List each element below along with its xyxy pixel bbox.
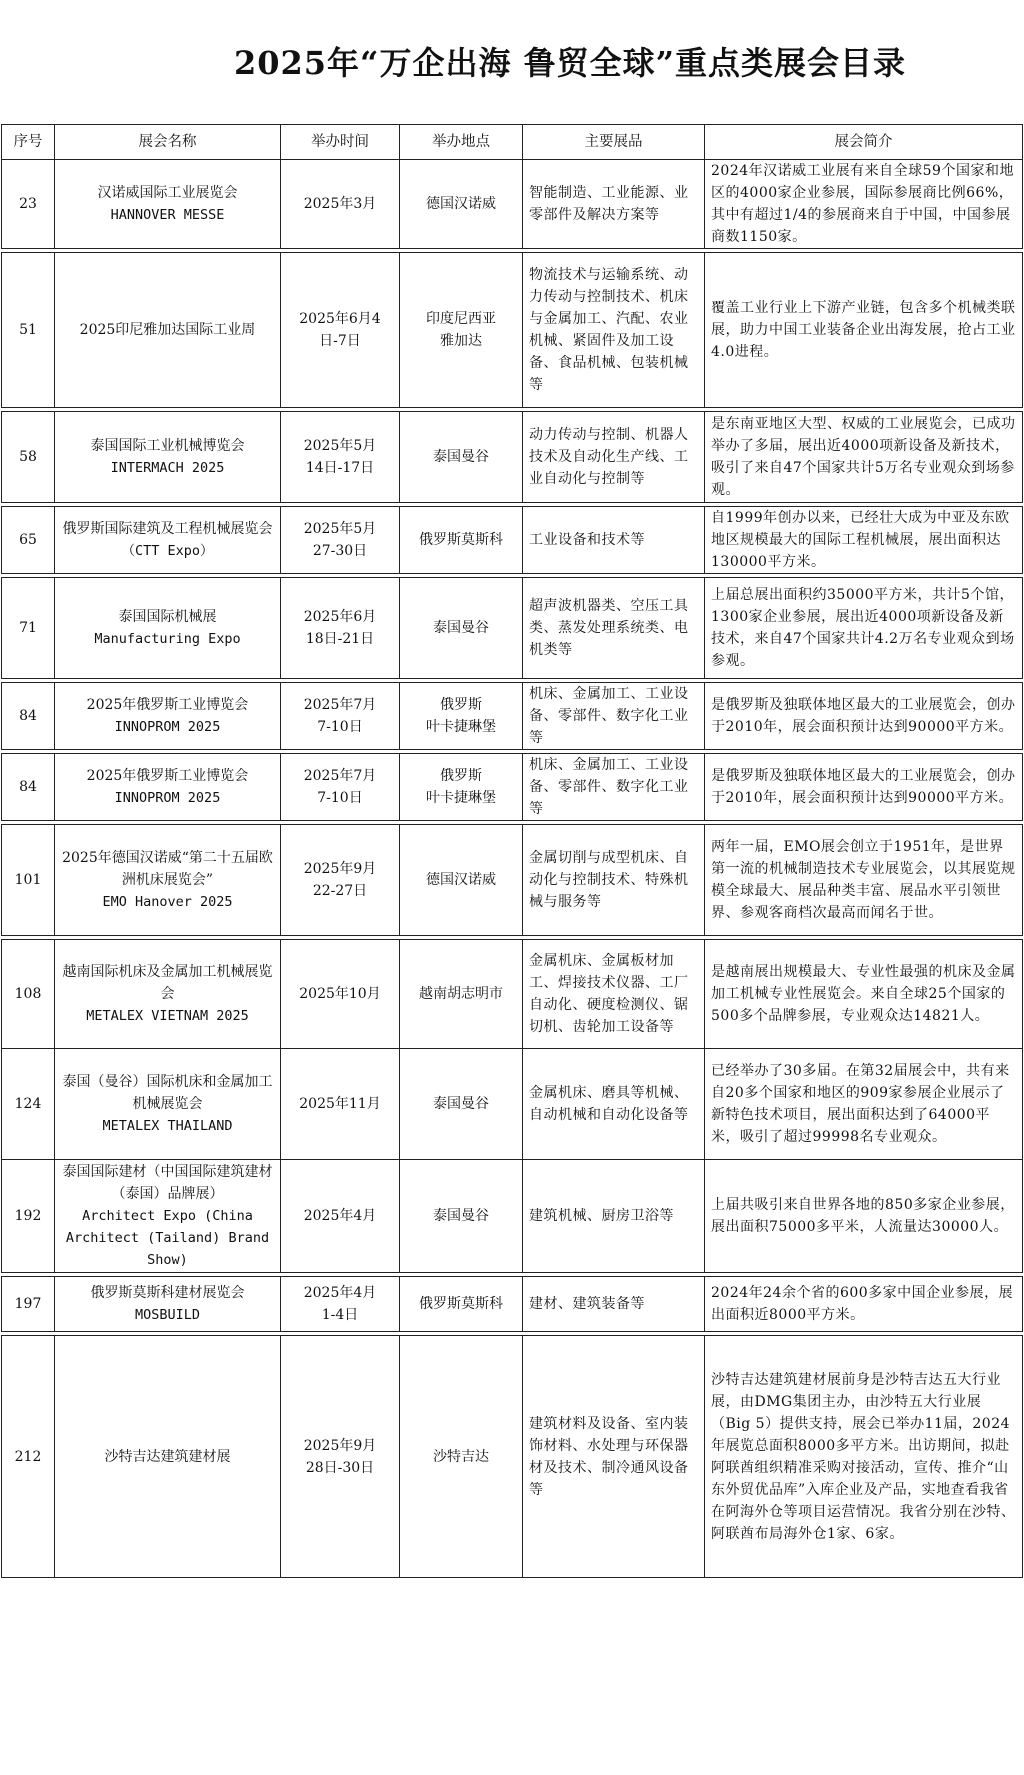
exhibition-name-cn: 俄罗斯国际建筑及工程机械展览会 xyxy=(62,521,273,537)
cell-products: 建筑机械、厨房卫浴等 xyxy=(523,1160,705,1273)
cell-products: 机床、金属加工、工业设备、零部件、数字化工业等 xyxy=(523,683,705,750)
table-row xyxy=(2,1049,1023,1160)
exhibition-name-en: Manufacturing Expo xyxy=(94,631,241,647)
exhibition-table xyxy=(1,124,1023,1578)
table-row xyxy=(2,1277,1023,1332)
cell-time xyxy=(281,1160,400,1273)
cell-time xyxy=(281,578,400,679)
exhibition-name-cn: 2025年俄罗斯工业博览会 xyxy=(86,697,249,713)
place-line: 俄罗斯莫斯科 xyxy=(419,1296,503,1312)
cell-place xyxy=(400,253,523,408)
place-line: 雅加达 xyxy=(440,333,482,349)
time-line: 2025年4月 xyxy=(303,1285,377,1301)
cell-products: 机床、金属加工、工业设备、零部件、数字化工业等 xyxy=(523,754,705,821)
cell-no: 58 xyxy=(2,412,55,503)
place-line: 俄罗斯 xyxy=(440,768,482,784)
cell-intro: 上届共吸引来自世界各地的850多家企业参展，展出面积75000多平米，人流量达30000人。 xyxy=(705,1160,1023,1273)
table-row xyxy=(2,1336,1023,1578)
cell-products: 智能制造、工业能源、业零部件及解决方案等 xyxy=(523,160,705,249)
cell-intro: 覆盖工业行业上下游产业链，包含多个机械类联展，助力中国工业装备企业出海发展，抢占工业4.0进程。 xyxy=(705,253,1023,408)
time-line: 27-30日 xyxy=(312,543,368,559)
exhibition-name-cn: 2025印尼雅加达国际工业周 xyxy=(79,322,256,338)
exhibition-name-cn: 2025年俄罗斯工业博览会 xyxy=(86,768,249,784)
table-row xyxy=(2,683,1023,750)
time-line: 7-10日 xyxy=(317,719,363,735)
cell-name xyxy=(55,507,281,574)
cell-products: 金属机床、金属板材加工、焊接技术仪器、工厂自动化、硬度检测仪、锯切机、齿轮加工设备等 xyxy=(523,940,705,1049)
place-line: 泰国曼谷 xyxy=(433,620,489,636)
cell-time xyxy=(281,253,400,408)
table-row xyxy=(2,1160,1023,1273)
exhibition-name-en: INNOPROM 2025 xyxy=(114,790,221,806)
place-line: 德国汉诺威 xyxy=(426,196,496,212)
cell-place xyxy=(400,683,523,750)
exhibition-name-cn: 越南国际机床及金属加工机械展览会 xyxy=(62,964,273,1002)
cell-intro: 2024年24余个省的600多家中国企业参展，展出面积近8000平方米。 xyxy=(705,1277,1023,1332)
exhibition-name-cn: 2025年德国汉诺威“第二十五届欧洲机床展览会” xyxy=(62,850,273,888)
cell-intro: 是东南亚地区大型、权威的工业展览会，已成功举办了多届，展出近4000项新设备及新技术，吸引了来自47个国家共计5万名专业观众到场参观。 xyxy=(705,412,1023,503)
exhibition-name-cn: 沙特吉达建筑建材展 xyxy=(104,1448,231,1465)
place-line: 泰国曼谷 xyxy=(433,1096,489,1112)
cell-products: 金属切削与成型机床、自动化与控制技术、特殊机械与服务等 xyxy=(523,825,705,936)
cell-intro: 自1999年创办以来，已经壮大成为中亚及东欧地区规模最大的国际工程机械展，展出面积达130000平方米。 xyxy=(705,507,1023,574)
cell-no: 101 xyxy=(2,825,55,936)
place-line: 俄罗斯莫斯科 xyxy=(419,532,503,548)
cell-time xyxy=(281,1049,400,1160)
cell-products: 超声波机器类、空压工具类、蒸发处理系统类、电机类等 xyxy=(523,578,705,679)
header-products: 主要展品 xyxy=(523,125,705,160)
exhibition-name-cn: 俄罗斯莫斯科建材展览会 xyxy=(90,1285,245,1301)
cell-place xyxy=(400,1049,523,1160)
cell-intro: 已经举办了30多届。在第32届展会中，共有来自20多个国家和地区的909家参展企业展示了新特色技术项目，展出面积达到了64000平米，吸引了超过99998名专业观众。 xyxy=(705,1049,1023,1160)
place-line: 泰国曼谷 xyxy=(433,1208,489,1224)
cell-products: 动力传动与控制、机器人技术及自动化生产线、工业自动化与控制等 xyxy=(523,412,705,503)
header-place: 举办地点 xyxy=(400,125,523,160)
table-row xyxy=(2,412,1023,503)
cell-intro: 2024年汉诺威工业展有来自全球59个国家和地区的4000家企业参展，国际参展商比例66%，其中有超过1/4的参展商来自于中国，中国参展商数1150家。 xyxy=(705,160,1023,249)
exhibition-name-cn: 汉诺威国际工业展览会 xyxy=(97,185,238,201)
cell-place xyxy=(400,1336,523,1578)
exhibition-name-cn: 泰国国际机械展 xyxy=(118,609,217,625)
place-line: 俄罗斯 xyxy=(440,697,482,713)
cell-time xyxy=(281,412,400,503)
time-line: 2025年5月 xyxy=(303,521,377,537)
place-line: 越南胡志明市 xyxy=(419,986,503,1002)
cell-place xyxy=(400,160,523,249)
table-row xyxy=(2,507,1023,574)
cell-intro: 是俄罗斯及独联体地区最大的工业展览会，创办于2010年，展会面积预计达到90000平方米。 xyxy=(705,754,1023,821)
exhibition-name-cn: 泰国（曼谷）国际机床和金属加工机械展览会 xyxy=(62,1074,273,1112)
time-line: 18日-21日 xyxy=(305,631,375,647)
cell-place xyxy=(400,412,523,503)
cell-intro: 沙特吉达建筑建材展前身是沙特吉达五大行业展，由DMG集团主办，由沙特五大行业展（Big 5）提供支持，展会已举办11届，2024年展览总面积8000多平方米。出访期间，拟赴阿联酋组织精准采购对接活动，宣传、推介“山东外贸优品库”入库企业及产品，实地查看我省在阿海外仓等项目运营情况。我省分别在沙特、阿联酋布局海外仓1家、6家。 xyxy=(705,1336,1023,1578)
table-row xyxy=(2,578,1023,679)
cell-place xyxy=(400,754,523,821)
place-line: 德国汉诺威 xyxy=(426,872,496,888)
cell-no: 108 xyxy=(2,940,55,1049)
place-line: 叶卡捷琳堡 xyxy=(426,719,496,735)
cell-name xyxy=(55,253,281,408)
table-row xyxy=(2,253,1023,408)
cell-no: 51 xyxy=(2,253,55,408)
time-line: 日-7日 xyxy=(319,333,361,349)
header-intro: 展会简介 xyxy=(705,125,1023,160)
cell-no: 84 xyxy=(2,683,55,750)
page-title: 2025年“万企出海 鲁贸全球”重点类展会目录 xyxy=(233,44,907,82)
cell-place xyxy=(400,940,523,1049)
cell-no: 84 xyxy=(2,754,55,821)
time-line: 2025年9月 xyxy=(303,1437,377,1454)
cell-name xyxy=(55,1277,281,1332)
cell-name xyxy=(55,940,281,1049)
cell-name xyxy=(55,412,281,503)
table-body xyxy=(2,160,1023,1578)
time-line: 2025年6月 xyxy=(303,609,377,625)
cell-products: 建材、建筑装备等 xyxy=(523,1277,705,1332)
table-header-row xyxy=(2,125,1023,160)
time-line: 1-4日 xyxy=(321,1307,359,1323)
place-line: 沙特吉达 xyxy=(433,1448,489,1465)
place-line: 泰国曼谷 xyxy=(433,449,489,465)
cell-products: 建筑材料及设备、室内装饰材料、水处理与环保器材及技术、制冷通风设备等 xyxy=(523,1336,705,1578)
cell-no: 197 xyxy=(2,1277,55,1332)
time-line: 2025年4月 xyxy=(303,1208,377,1224)
cell-intro: 是俄罗斯及独联体地区最大的工业展览会，创办于2010年，展会面积预计达到90000平方米。 xyxy=(705,683,1023,750)
cell-time xyxy=(281,160,400,249)
cell-name xyxy=(55,1160,281,1273)
cell-time xyxy=(281,940,400,1049)
exhibition-name-cn: 泰国国际工业机械博览会 xyxy=(90,438,245,454)
table-row xyxy=(2,940,1023,1049)
time-line: 2025年11月 xyxy=(299,1096,381,1112)
cell-place xyxy=(400,578,523,679)
header-no: 序号 xyxy=(2,125,55,160)
cell-name xyxy=(55,160,281,249)
cell-no: 23 xyxy=(2,160,55,249)
cell-place xyxy=(400,1277,523,1332)
cell-place xyxy=(400,825,523,936)
cell-name xyxy=(55,1336,281,1578)
cell-time xyxy=(281,825,400,936)
time-line: 22-27日 xyxy=(312,883,368,899)
exhibition-name-en: INNOPROM 2025 xyxy=(114,719,221,735)
cell-time xyxy=(281,754,400,821)
exhibition-name-en: METALEX VIETNAM 2025 xyxy=(86,1008,249,1024)
time-line: 2025年10月 xyxy=(299,986,381,1002)
cell-intro: 两年一届，EMO展会创立于1951年，是世界第一流的机械制造技术专业展览会，以其展览规模全球最大、展品种类丰富、展品水平引领世界、参观客商档次最高而闻名于世。 xyxy=(705,825,1023,936)
time-line: 2025年9月 xyxy=(303,861,377,877)
cell-products: 工业设备和技术等 xyxy=(523,507,705,574)
time-line: 2025年7月 xyxy=(303,697,377,713)
exhibition-name-en: METALEX THAILAND xyxy=(102,1118,233,1134)
time-line: 28日-30日 xyxy=(305,1459,375,1476)
cell-intro: 上届总展出面积约35000平方米，共计5个馆，1300家企业参展，展出近4000项新设备及新技术，来自47个国家共计4.2万名专业观众到场参观。 xyxy=(705,578,1023,679)
cell-name xyxy=(55,754,281,821)
exhibition-name-en: INTERMACH 2025 xyxy=(110,460,225,476)
cell-products: 物流技术与运输系统、动力传动与控制技术、机床与金属加工、汽配、农业机械、紧固件及加工设备、食品机械、包装机械等 xyxy=(523,253,705,408)
time-line: 2025年3月 xyxy=(303,196,377,212)
cell-time xyxy=(281,1336,400,1578)
cell-no: 212 xyxy=(2,1336,55,1578)
cell-name xyxy=(55,825,281,936)
cell-intro: 是越南展出规模最大、专业性最强的机床及金属加工机械专业性展览会。来自全球25个国家的500多个品牌参展，专业观众达14821人。 xyxy=(705,940,1023,1049)
cell-time xyxy=(281,507,400,574)
time-line: 2025年5月 xyxy=(303,438,377,454)
table-row xyxy=(2,825,1023,936)
exhibition-name-cn: 泰国国际建材（中国国际建筑建材（泰国）品牌展） xyxy=(62,1164,273,1202)
cell-products: 金属机床、磨具等机械、自动机械和自动化设备等 xyxy=(523,1049,705,1160)
cell-name xyxy=(55,1049,281,1160)
table-row xyxy=(2,754,1023,821)
exhibition-name-en: MOSBUILD xyxy=(134,1307,201,1323)
cell-name xyxy=(55,578,281,679)
exhibition-name-en: EMO Hanover 2025 xyxy=(102,894,233,910)
exhibition-name-en: （CTT Expo） xyxy=(121,543,214,559)
exhibition-name-en: Architect Expo (China Architect (Tailand) Brand Show) xyxy=(65,1208,270,1268)
cell-no: 71 xyxy=(2,578,55,679)
cell-time xyxy=(281,1277,400,1332)
cell-time xyxy=(281,683,400,750)
cell-no: 124 xyxy=(2,1049,55,1160)
place-line: 叶卡捷琳堡 xyxy=(426,790,496,806)
cell-name xyxy=(55,683,281,750)
time-line: 2025年7月 xyxy=(303,768,377,784)
cell-place xyxy=(400,507,523,574)
cell-no: 192 xyxy=(2,1160,55,1273)
time-line: 2025年6月4 xyxy=(299,311,381,327)
header-time: 举办时间 xyxy=(281,125,400,160)
exhibition-name-en: HANNOVER MESSE xyxy=(110,207,225,223)
time-line: 7-10日 xyxy=(317,790,363,806)
cell-no: 65 xyxy=(2,507,55,574)
cell-place xyxy=(400,1160,523,1273)
place-line: 印度尼西亚 xyxy=(426,311,496,327)
header-name: 展会名称 xyxy=(55,125,281,160)
table-row xyxy=(2,160,1023,249)
time-line: 14日-17日 xyxy=(305,460,375,476)
